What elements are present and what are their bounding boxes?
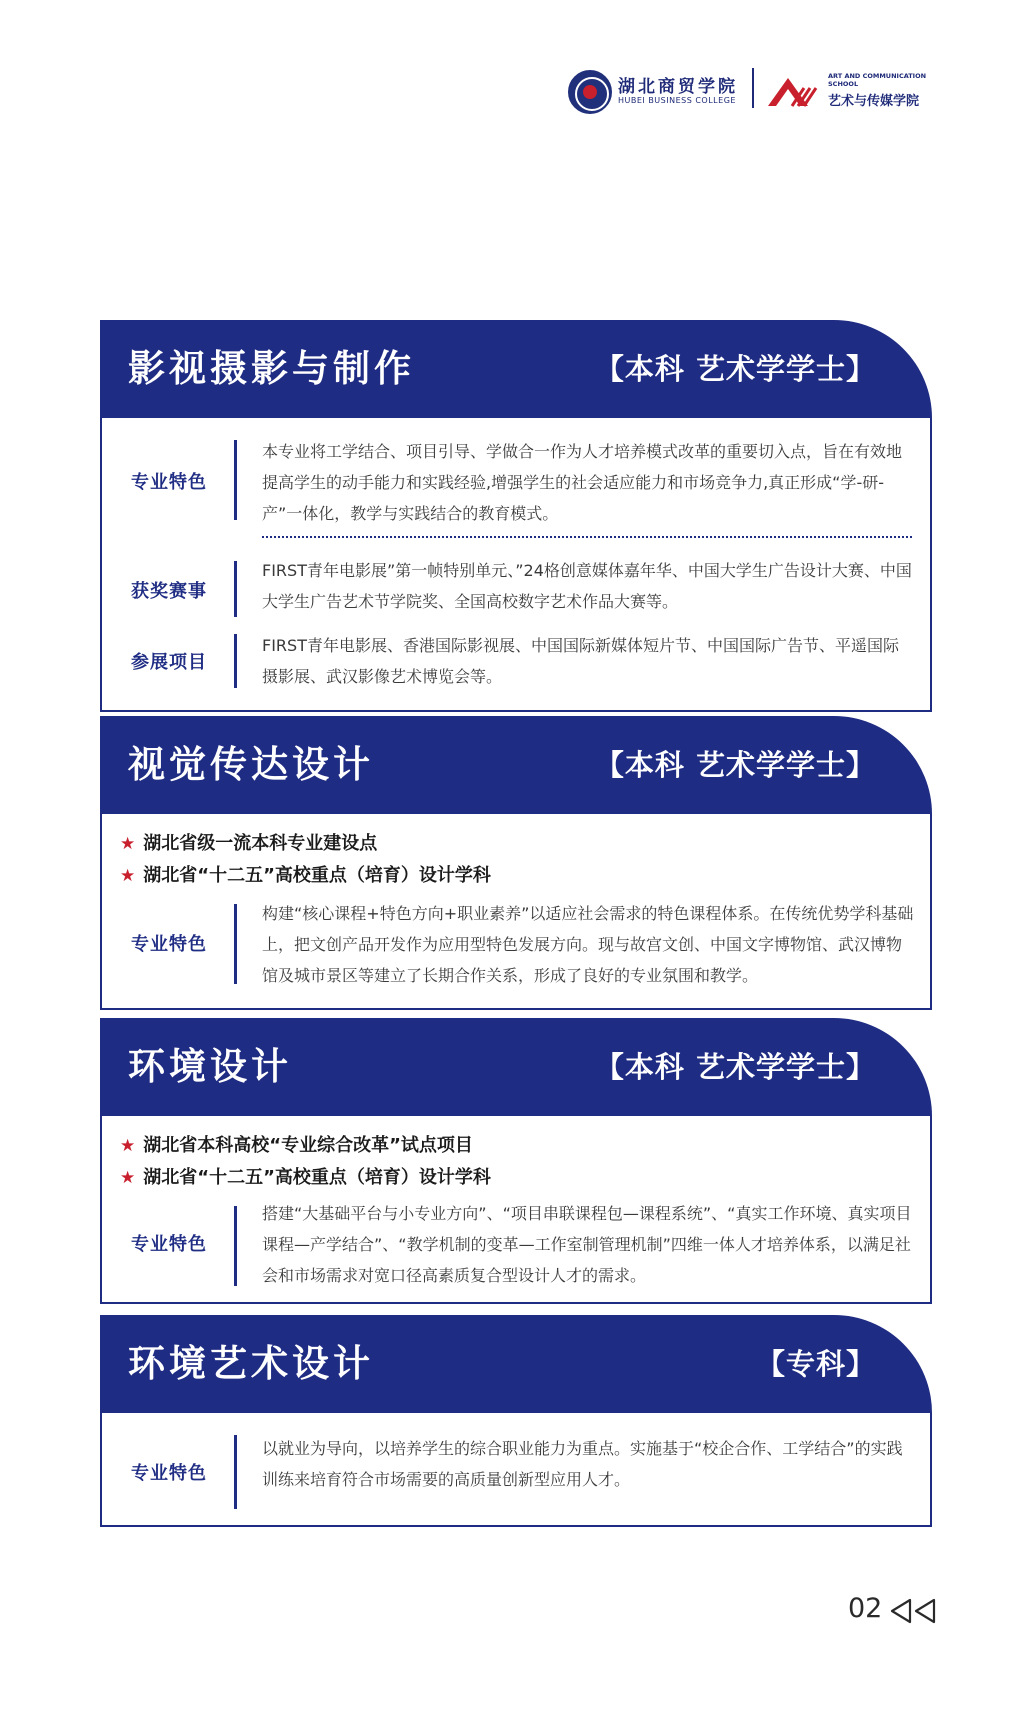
honor-item: ★ 湖北省“十二五”高校重点（培育）设计学科 [120, 865, 491, 886]
section-title: 环境艺术设计 [128, 1342, 374, 1385]
label-divider [234, 561, 237, 617]
college-seal-icon [568, 70, 612, 114]
star-icon: ★ [120, 866, 136, 886]
row-text: 以就业为导向，以培养学生的综合职业能力为重点。实施基于“校企合作、工学结合”的实践训练来培育符合市场需要的高质量创新型应用人才。 [262, 1439, 903, 1489]
section-title: 视觉传达设计 [128, 743, 374, 786]
section-body [100, 418, 932, 712]
hubei-logo-cn: 湖北商贸学院 [618, 77, 738, 97]
honor-item: ★ 湖北省本科高校“专业综合改革”试点项目 [120, 1135, 473, 1156]
section-header [100, 1315, 932, 1413]
logo-divider [752, 68, 754, 108]
label-divider [234, 440, 237, 520]
label-divider [234, 1206, 237, 1286]
section-environmental-art-design [100, 1315, 932, 1527]
star-icon: ★ [120, 1168, 136, 1188]
label-divider [234, 634, 237, 688]
row-label: 专业特色 [131, 1234, 207, 1255]
triangle-mountain-icon [766, 74, 820, 108]
label-divider [234, 904, 237, 984]
back-arrows-icon [888, 1598, 940, 1624]
section-header [100, 716, 932, 814]
art-logo-en-line-2: SCHOOL [828, 80, 859, 88]
row-text: 本专业将工学结合、项目引导、学做合一作为人才培养模式改革的重要切入点，旨在有效地提高学生的动手能力和实践经验,增强学生的社会适应能力和市场竞争力,真正形成“学-研-产”一体化，教学与实践结合的教育模式。 [262, 442, 903, 523]
section-environment-design [100, 1018, 932, 1304]
section-film-photography [100, 320, 932, 712]
row-label: 专业特色 [131, 934, 207, 955]
row-label: 参展项目 [131, 652, 207, 673]
art-logo-en-line-1: ART AND COMMUNICATION [828, 72, 927, 80]
section-header [100, 320, 932, 418]
art-logo-cn: 艺术与传媒学院 [828, 94, 920, 109]
label-divider [234, 1435, 237, 1509]
honor-list [102, 1116, 930, 1194]
row-feature [102, 900, 930, 996]
row-feature [102, 1202, 930, 1298]
row-feature [102, 1435, 930, 1515]
row-label: 专业特色 [131, 472, 207, 493]
section-body [100, 1413, 932, 1527]
row-text: FIRST青年电影展”第一帧特别单元、”24格创意媒体嘉年华、中国大学生广告设计大赛、中国大学生广告艺术节学院奖、全国高校数字艺术作品大赛等。 [262, 561, 912, 611]
row-exhibitions [102, 632, 930, 696]
honor-list [102, 814, 930, 892]
row-label: 专业特色 [131, 1463, 207, 1484]
section-body [100, 814, 932, 1010]
header-logos [568, 64, 948, 120]
dotted-separator [262, 536, 912, 538]
section-degree: 【专科】 [755, 1347, 876, 1381]
row-text: FIRST青年电影展、香港国际影视展、中国国际新媒体短片节、中国国际广告节、平遥国际摄影展、武汉影像艺术博览会等。 [262, 636, 899, 686]
honor-item: ★ 湖北省级一流本科专业建设点 [120, 833, 378, 854]
hubei-logo-en: HUBEI BUSINESS COLLEGE [618, 96, 736, 105]
row-feature [102, 440, 930, 528]
honor-item: ★ 湖北省“十二五”高校重点（培育）设计学科 [120, 1167, 491, 1188]
star-icon: ★ [120, 834, 136, 854]
row-text: 构建“核心课程+特色方向+职业素养”以适应社会需求的特色课程体系。在传统优势学科基础上，把文创产品开发作为应用型特色发展方向。现与故宫文创、中国文字博物馆、武汉博物馆及城市景区等建立了长期合作关系，形成了良好的专业氛围和教学。 [262, 904, 914, 985]
row-text: 搭建“大基础平台与小专业方向”、“项目串联课程包—课程系统”、“真实工作环境、真实项目课程—产学结合”、“教学机制的变革—工作室制管理机制”四维一体人才培养体系，以满足社会和市场需求对宽口径高素质复合型设计人才的需求。 [262, 1204, 912, 1285]
section-degree: 【本科 艺术学学士】 [594, 748, 876, 782]
section-header [100, 1018, 932, 1116]
star-icon: ★ [120, 1136, 136, 1156]
section-title: 影视摄影与制作 [128, 347, 415, 390]
art-communication-school-logo [766, 66, 948, 114]
page-number: 02 [848, 1593, 883, 1624]
art-logo-en [828, 72, 926, 88]
section-body [100, 1116, 932, 1304]
section-degree: 【本科 艺术学学士】 [594, 1050, 876, 1084]
row-awards [102, 559, 930, 623]
row-label: 获奖赛事 [131, 581, 207, 602]
section-title: 环境设计 [128, 1045, 292, 1088]
section-degree: 【本科 艺术学学士】 [594, 352, 876, 386]
hubei-business-college-logo [568, 68, 748, 116]
section-visual-communication [100, 716, 932, 1010]
